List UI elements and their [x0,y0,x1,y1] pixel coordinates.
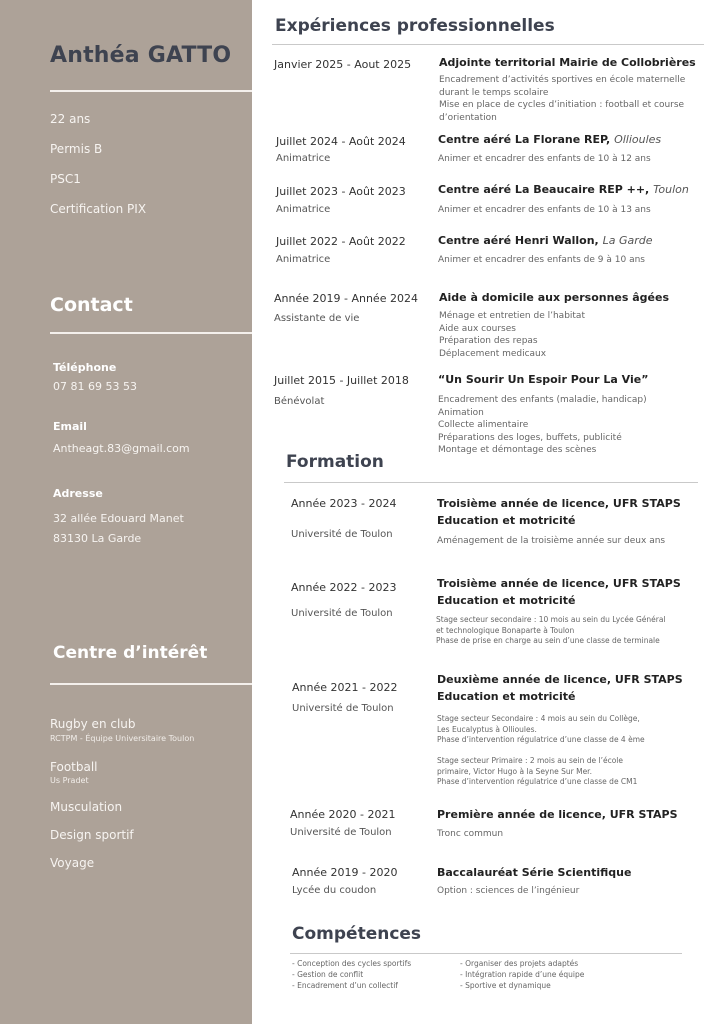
formation-date: Année 2023 - 2024 [291,497,397,510]
interests-heading: Centre d’intérêt [53,643,208,663]
formation-desc: Stage secteur secondaire : 10 mois au sein du Lycée Général et technologique Bonaparte à Toulon Phase de prise en charge au sein d’une classe de terminale [436,615,666,645]
formation-title: Troisième année de licence, UFR STAPS [437,577,681,590]
exp-desc: Animer et encadrer des enfants de 10 à 13 ans [438,205,651,215]
email-value[interactable]: Antheagt.83@gmail.com [53,442,190,455]
info-pix: Certification PIX [50,202,147,216]
address-line2: 83130 La Garde [53,532,142,545]
exp-date: Janvier 2025 - Aout 2025 [274,58,412,71]
formation-title: Baccalauréat Série Scientifique [437,866,632,879]
formation-date: Année 2021 - 2022 [292,681,398,694]
exp-role: Animatrice [276,204,331,215]
formation-school: Université de Toulon [291,608,393,619]
exp-date: Année 2019 - Année 2024 [274,292,418,305]
exp-title: “Un Sourir Un Espoir Pour La Vie” [438,373,649,386]
divider [50,90,252,92]
formation-school: Université de Toulon [290,827,392,838]
formation-subtitle: Education et motricité [437,514,576,527]
formation-desc: Option : sciences de l’ingénieur [437,886,580,896]
experience-heading: Expériences professionnelles [275,16,555,36]
competences-col1: - Conception des cycles sportifs - Gestion de conflit - Encadrement d’un collectif [292,959,412,990]
email-label: Email [53,420,87,433]
formation-date: Année 2019 - 2020 [292,866,398,879]
candidate-name: Anthéa GATTO [50,43,232,68]
divider [290,953,682,954]
divider [272,44,704,45]
info-license: Permis B [50,142,103,156]
address-label: Adresse [53,487,103,500]
exp-desc: Encadrement d’activités sportives en école maternelle durant le temps scolaire Mise en place de cycles d’initiation : football et course d’orientation [439,75,686,123]
phone-label: Téléphone [53,361,117,374]
divider [50,332,252,334]
formation-heading: Formation [286,452,384,472]
divider [50,683,252,685]
exp-desc: Animer et encadrer des enfants de 9 à 10 ans [438,255,645,265]
exp-date: Juillet 2024 - Août 2024 [276,135,406,148]
formation-date: Année 2022 - 2023 [291,581,397,594]
sidebar [0,0,252,1024]
formation-date: Année 2020 - 2021 [290,808,396,821]
divider [284,482,698,483]
info-age: 22 ans [50,112,91,126]
formation-desc: Aménagement de la troisième année sur deux ans [437,536,666,546]
info-psc1: PSC1 [50,172,81,186]
exp-desc: Ménage et entretien de l’habitat Aide aux courses Préparation des repas Déplacement medicaux [439,311,585,359]
exp-title: Adjointe territorial Mairie de Collobrières [439,56,696,69]
formation-desc: Tronc commun [437,829,504,839]
exp-date: Juillet 2015 - Juillet 2018 [274,374,409,387]
interest-musculation: Musculation [50,800,123,814]
interest-football-detail: Us Pradet [50,776,89,785]
address-line1: 32 allée Edouard Manet [53,512,184,525]
exp-role: Assistante de vie [274,313,360,324]
formation-title: Première année de licence, UFR STAPS [437,808,678,821]
formation-desc: Stage secteur Secondaire : 4 mois au sein du Collège, Les Eucalyptus à Ollioules. Phase d’intervention régulatrice d’une classe de 4 ème Stage secteur Primaire : 2 mois au sein de l’école primaire, Victor Hugo à la Seyne Sur Mer. Phase d’intervention régulatrice d’une classe de CM1 [437,714,645,786]
contact-heading: Contact [50,294,133,316]
formation-subtitle: Education et motricité [437,690,576,703]
phone-value[interactable]: 07 81 69 53 53 [53,380,137,393]
interest-football: Football [50,760,98,774]
formation-title: Deuxième année de licence, UFR STAPS [437,673,683,686]
interest-rugby: Rugby en club [50,717,136,731]
exp-title: Centre aéré La Beaucaire REP ++, Toulon [438,183,689,196]
interest-design: Design sportif [50,828,134,842]
competences-heading: Compétences [292,924,422,944]
competences-col2: - Organiser des projets adaptés - Intégration rapide d’une équipe - Sportive et dynamique [460,959,585,990]
formation-title: Troisième année de licence, UFR STAPS [437,497,681,510]
exp-role: Bénévolat [274,396,325,407]
interest-voyage: Voyage [50,856,95,870]
exp-desc: Animer et encadrer des enfants de 10 à 12 ans [438,154,651,164]
exp-role: Animatrice [276,254,331,265]
exp-role: Animatrice [276,153,331,164]
main-content [252,0,724,1024]
exp-title: Aide à domicile aux personnes âgées [439,291,670,304]
exp-title: Centre aéré Henri Wallon, La Garde [438,234,653,247]
formation-subtitle: Education et motricité [437,594,576,607]
exp-date: Juillet 2022 - Août 2022 [276,235,406,248]
exp-date: Juillet 2023 - Août 2023 [276,185,406,198]
formation-school: Université de Toulon [292,703,394,714]
formation-school: Lycée du coudon [292,885,377,896]
exp-desc: Encadrement des enfants (maladie, handicap) Animation Collecte alimentaire Préparations des loges, buffets, publicité Montage et démontage des scènes [438,395,647,455]
interest-rugby-detail: RCTPM - Équipe Universitaire Toulon [50,734,195,743]
exp-title: Centre aéré La Florane REP, Ollioules [438,133,662,146]
formation-school: Université de Toulon [291,529,393,540]
